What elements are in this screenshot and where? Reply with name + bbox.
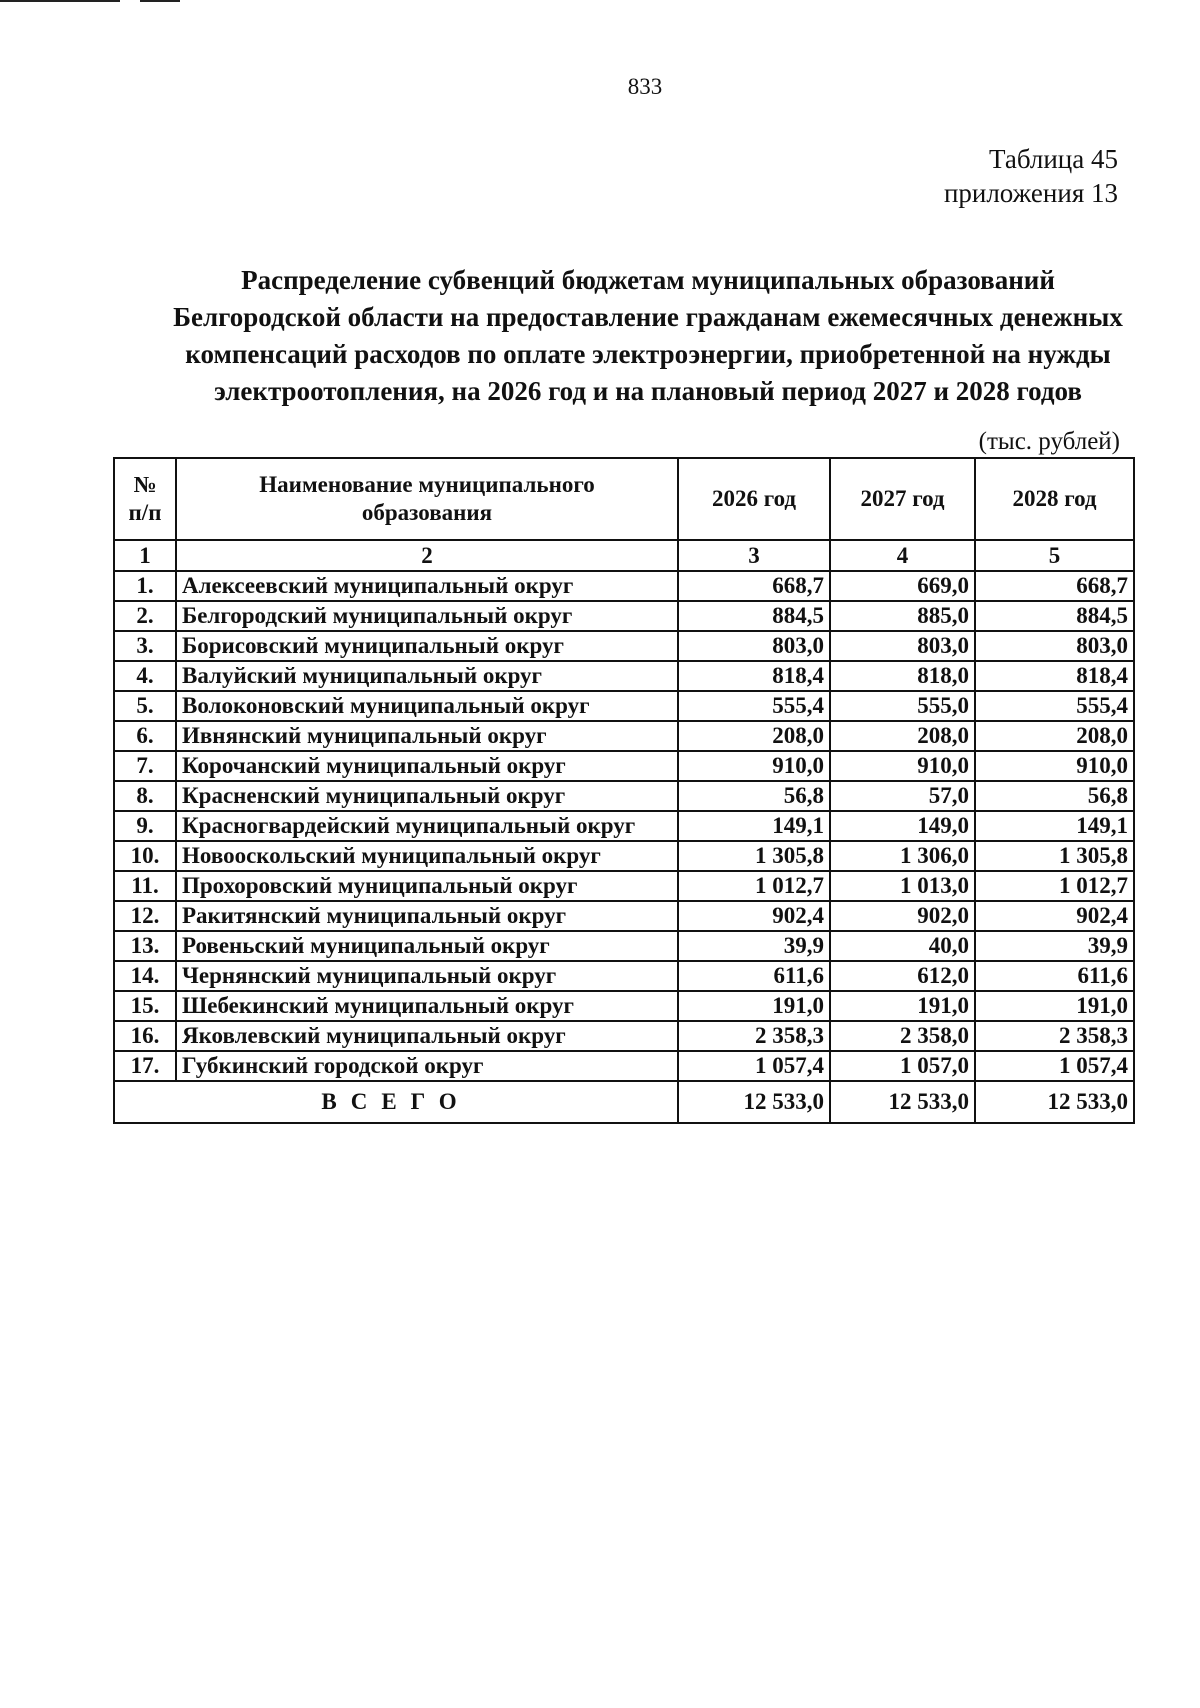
value-2028: 149,1 xyxy=(975,811,1134,841)
value-2028: 803,0 xyxy=(975,631,1134,661)
header-2028: 2028 год xyxy=(975,458,1134,540)
value-2026: 39,9 xyxy=(678,931,830,961)
municipality-name: Белгородский муниципальный округ xyxy=(176,601,678,631)
value-2027: 57,0 xyxy=(830,781,975,811)
municipality-name: Красногвардейский муниципальный округ xyxy=(176,811,678,841)
value-2028: 1 057,4 xyxy=(975,1051,1134,1081)
total-2026: 12 533,0 xyxy=(678,1081,830,1123)
column-number: 2 xyxy=(176,540,678,571)
row-number: 9. xyxy=(114,811,176,841)
title-line: Белгородской области на предоставление гражданам ежемесячных денежных xyxy=(173,302,1123,332)
value-2027: 191,0 xyxy=(830,991,975,1021)
total-row xyxy=(114,1081,1134,1123)
total-2028: 12 533,0 xyxy=(975,1081,1134,1123)
municipality-name: Красненский муниципальный округ xyxy=(176,781,678,811)
municipality-name: Валуйский муниципальный округ xyxy=(176,661,678,691)
value-2027: 2 358,0 xyxy=(830,1021,975,1051)
row-number: 5. xyxy=(114,691,176,721)
table-row xyxy=(114,1021,1134,1051)
table-row xyxy=(114,1051,1134,1081)
value-2027: 885,0 xyxy=(830,601,975,631)
value-2028: 555,4 xyxy=(975,691,1134,721)
municipality-name: Ракитянский муниципальный округ xyxy=(176,901,678,931)
value-2026: 56,8 xyxy=(678,781,830,811)
table-row xyxy=(114,781,1134,811)
row-number: 3. xyxy=(114,631,176,661)
value-2028: 1 305,8 xyxy=(975,841,1134,871)
value-2026: 1 012,7 xyxy=(678,871,830,901)
value-2028: 818,4 xyxy=(975,661,1134,691)
row-number: 11. xyxy=(114,871,176,901)
value-2026: 555,4 xyxy=(678,691,830,721)
title-line: электроотопления, на 2026 год и на плановый период 2027 и 2028 годов xyxy=(214,376,1082,406)
table-header-row xyxy=(114,458,1134,540)
row-number: 15. xyxy=(114,991,176,1021)
scan-edge-line xyxy=(140,0,180,2)
row-number: 6. xyxy=(114,721,176,751)
value-2027: 910,0 xyxy=(830,751,975,781)
header-name-line: Наименование муниципального xyxy=(259,472,595,497)
row-number: 2. xyxy=(114,601,176,631)
table-row xyxy=(114,991,1134,1021)
value-2027: 803,0 xyxy=(830,631,975,661)
table-caption xyxy=(944,142,1118,210)
municipality-name: Ивнянский муниципальный округ xyxy=(176,721,678,751)
value-2027: 669,0 xyxy=(830,571,975,601)
caption-table-number: Таблица 45 xyxy=(989,144,1118,174)
row-number: 4. xyxy=(114,661,176,691)
title-line: Распределение субвенций бюджетам муниципальных образований xyxy=(241,265,1055,295)
municipality-name: Волоконовский муниципальный округ xyxy=(176,691,678,721)
header-name-line: образования xyxy=(361,500,493,525)
header-number-line: п/п xyxy=(128,500,162,525)
municipality-name: Ровеньский муниципальный округ xyxy=(176,931,678,961)
municipality-name: Яковлевский муниципальный округ xyxy=(176,1021,678,1051)
header-2026: 2026 год xyxy=(678,458,830,540)
value-2026: 1 057,4 xyxy=(678,1051,830,1081)
row-number: 13. xyxy=(114,931,176,961)
value-2028: 39,9 xyxy=(975,931,1134,961)
table-row xyxy=(114,661,1134,691)
page-number: 833 xyxy=(627,74,663,99)
total-2027: 12 533,0 xyxy=(830,1081,975,1123)
column-number: 4 xyxy=(830,540,975,571)
value-2026: 902,4 xyxy=(678,901,830,931)
row-number: 7. xyxy=(114,751,176,781)
municipality-name: Алексеевский муниципальный округ xyxy=(176,571,678,601)
municipality-name: Губкинский городской округ xyxy=(176,1051,678,1081)
value-2028: 191,0 xyxy=(975,991,1134,1021)
table-row xyxy=(114,571,1134,601)
value-2027: 612,0 xyxy=(830,961,975,991)
row-number: 16. xyxy=(114,1021,176,1051)
value-2026: 803,0 xyxy=(678,631,830,661)
municipality-name: Новооскольский муниципальный округ xyxy=(176,841,678,871)
value-2027: 1 306,0 xyxy=(830,841,975,871)
value-2028: 1 012,7 xyxy=(975,871,1134,901)
value-2026: 191,0 xyxy=(678,991,830,1021)
municipality-name: Корочанский муниципальный округ xyxy=(176,751,678,781)
row-number: 17. xyxy=(114,1051,176,1081)
header-number xyxy=(114,458,176,540)
value-2027: 1 013,0 xyxy=(830,871,975,901)
table-row xyxy=(114,841,1134,871)
value-2028: 56,8 xyxy=(975,781,1134,811)
value-2026: 611,6 xyxy=(678,961,830,991)
value-2026: 910,0 xyxy=(678,751,830,781)
value-2026: 818,4 xyxy=(678,661,830,691)
table-row xyxy=(114,811,1134,841)
subsidy-table xyxy=(113,457,1135,1124)
table-row xyxy=(114,931,1134,961)
total-label: ВСЕГО xyxy=(114,1081,678,1123)
value-2028: 902,4 xyxy=(975,901,1134,931)
title-line: компенсаций расходов по оплате электроэнергии, приобретенной на нужды xyxy=(185,339,1111,369)
municipality-name: Чернянский муниципальный округ xyxy=(176,961,678,991)
value-2027: 1 057,0 xyxy=(830,1051,975,1081)
municipality-name: Шебекинский муниципальный округ xyxy=(176,991,678,1021)
value-2028: 910,0 xyxy=(975,751,1134,781)
table-row xyxy=(114,601,1134,631)
row-number: 8. xyxy=(114,781,176,811)
value-2026: 1 305,8 xyxy=(678,841,830,871)
value-2027: 208,0 xyxy=(830,721,975,751)
row-number: 12. xyxy=(114,901,176,931)
table-row xyxy=(114,631,1134,661)
scan-edge-line xyxy=(0,0,120,2)
value-2027: 149,0 xyxy=(830,811,975,841)
value-2028: 884,5 xyxy=(975,601,1134,631)
value-2026: 149,1 xyxy=(678,811,830,841)
value-2026: 668,7 xyxy=(678,571,830,601)
value-2026: 208,0 xyxy=(678,721,830,751)
table-row xyxy=(114,901,1134,931)
column-number: 3 xyxy=(678,540,830,571)
units-label: (тыс. рублей) xyxy=(978,428,1120,455)
value-2026: 2 358,3 xyxy=(678,1021,830,1051)
header-2027: 2027 год xyxy=(830,458,975,540)
row-number: 10. xyxy=(114,841,176,871)
value-2028: 668,7 xyxy=(975,571,1134,601)
document-title xyxy=(118,262,1178,410)
row-number: 14. xyxy=(114,961,176,991)
row-number: 1. xyxy=(114,571,176,601)
table-row xyxy=(114,871,1134,901)
value-2027: 902,0 xyxy=(830,901,975,931)
table-row xyxy=(114,691,1134,721)
caption-appendix: приложения 13 xyxy=(943,178,1118,208)
column-number-row xyxy=(114,540,1134,571)
value-2026: 884,5 xyxy=(678,601,830,631)
table-row xyxy=(114,721,1134,751)
value-2027: 40,0 xyxy=(830,931,975,961)
table-row xyxy=(114,751,1134,781)
municipality-name: Прохоровский муниципальный округ xyxy=(176,871,678,901)
value-2028: 611,6 xyxy=(975,961,1134,991)
value-2027: 555,0 xyxy=(830,691,975,721)
value-2028: 2 358,3 xyxy=(975,1021,1134,1051)
header-name xyxy=(176,458,678,540)
value-2028: 208,0 xyxy=(975,721,1134,751)
value-2027: 818,0 xyxy=(830,661,975,691)
table-row xyxy=(114,961,1134,991)
column-number: 5 xyxy=(975,540,1134,571)
municipality-name: Борисовский муниципальный округ xyxy=(176,631,678,661)
header-number-line: № xyxy=(133,472,157,497)
column-number: 1 xyxy=(114,540,176,571)
